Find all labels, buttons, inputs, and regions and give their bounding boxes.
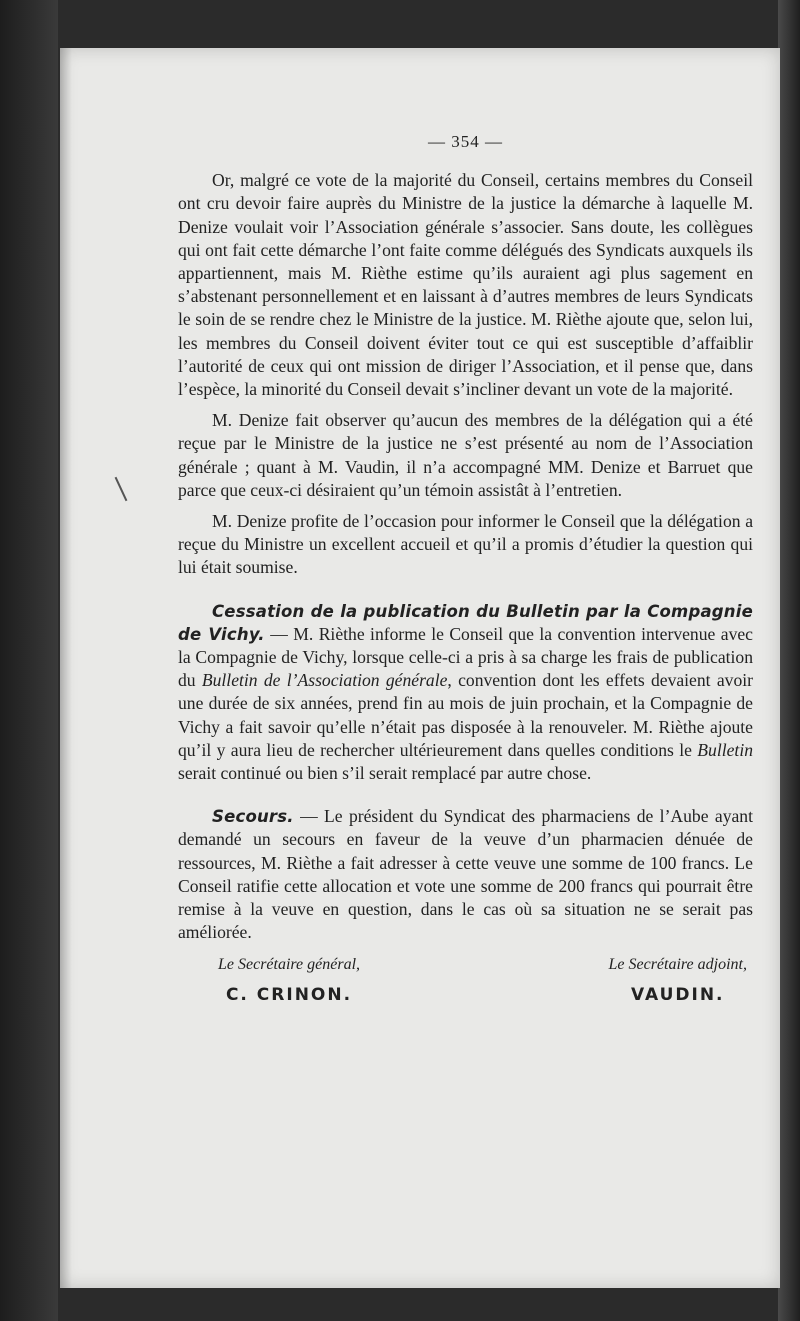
section-bulletin-text-2: , convention dont les effets devaient avoir une durée de six années, prend fin au mois de juin prochain, et la Compagnie de Vichy a fait savoir qu’elle n’était pas disposée à la renouveler. M. Rièthe ajoute qu’il y aura lieu de rechercher ultérieurement dans quelles conditions le	[178, 670, 753, 760]
signature-left-name: C. CRINON.	[225, 984, 353, 1005]
page-number: — 354 —	[428, 132, 503, 151]
section-bulletin-text-1: — M. Rièthe informe le Conseil que la convention intervenue avec la Compagnie de Vichy, lorsque celle-ci a pris à sa charge les frais de publication du	[178, 623, 753, 691]
section-bulletin-text-3: serait continué ou bien s’il serait remplacé par autre chose.	[178, 763, 592, 784]
page-content	[178, 130, 753, 1007]
signature-left-title: Le Secrétaire général,	[218, 955, 361, 973]
section-bulletin-title: Cessation de la publication du Bulletin par la Compagnie de Vichy.	[178, 601, 753, 644]
signature-block	[178, 953, 753, 1007]
section-secours-text: — Le président du Syndicat des pharmaciens de l’Aube ayant demandé un secours en faveur de la veuve d’un pharmacien dénuée de ressources, M. Rièthe a fait adresser à cette veuve une somme de 100 francs. Le Conseil ratifie cette allocation et vote une somme de 200 francs qui pourrait être remise à la veuve en question, dans le cas où sa situation ne se serait pas améliorée.	[178, 806, 753, 943]
margin-mark	[115, 477, 128, 501]
paragraph-3: M. Denize profite de l’occasion pour informer le Conseil que la délégation a reçue du Ministre un excellent accueil et qu’il a promis d’étudier la question qui lui était soumise.	[178, 511, 753, 578]
signature-left	[218, 953, 360, 1007]
section-bulletin-italic-1: Bulletin de l’Association générale	[201, 670, 448, 691]
section-bulletin	[178, 600, 753, 786]
document-page	[60, 48, 780, 1288]
section-secours	[178, 805, 753, 944]
scan-right-edge	[778, 0, 800, 1321]
paragraph-1: Or, malgré ce vote de la majorité du Conseil, certains membres du Conseil ont cru devoir faire auprès du Ministre de la justice la démarche à laquelle M. Denize voulait voir l’Association générale s’associer. Sans doute, les collègues qui ont fait cette démarche l’ont faite comme délégués des Syndicats auxquels ils appartiennent, mais M. Rièthe estime qu’ils auraient agi plus sagement en s’abstenant personnellement et en laissant à d’autres membres de leurs Syndicats le soin de se rendre chez le Ministre de la justice. M. Rièthe ajoute que, selon lui, les membres du Conseil doivent éviter tout ce qui est susceptible d’affaiblir l’autorité de ceux qui ont mission de diriger l’Association, et il pense que, dans l’espèce, la minorité du Conseil devait s’incliner devant un vote de la majorité.	[178, 170, 753, 400]
signature-right-name: VAUDIN.	[630, 984, 725, 1005]
scan-left-edge	[0, 0, 58, 1321]
signature-right	[609, 953, 748, 1007]
signature-right-title: Le Secrétaire adjoint,	[608, 955, 747, 973]
paragraph-2: M. Denize fait observer qu’aucun des membres de la délégation qui a été reçue par le Ministre de la justice ne s’est présenté au nom de l’Association générale ; quant à M. Vaudin, il n’a accompagné MM. Denize et Barruet que parce que ceux-ci désiraient qu’un témoin assistât à l’entretien.	[178, 410, 753, 500]
page-gutter-shadow	[60, 48, 72, 1288]
section-secours-title: Secours.	[212, 807, 294, 827]
section-bulletin-italic-2: Bulletin	[697, 739, 753, 760]
